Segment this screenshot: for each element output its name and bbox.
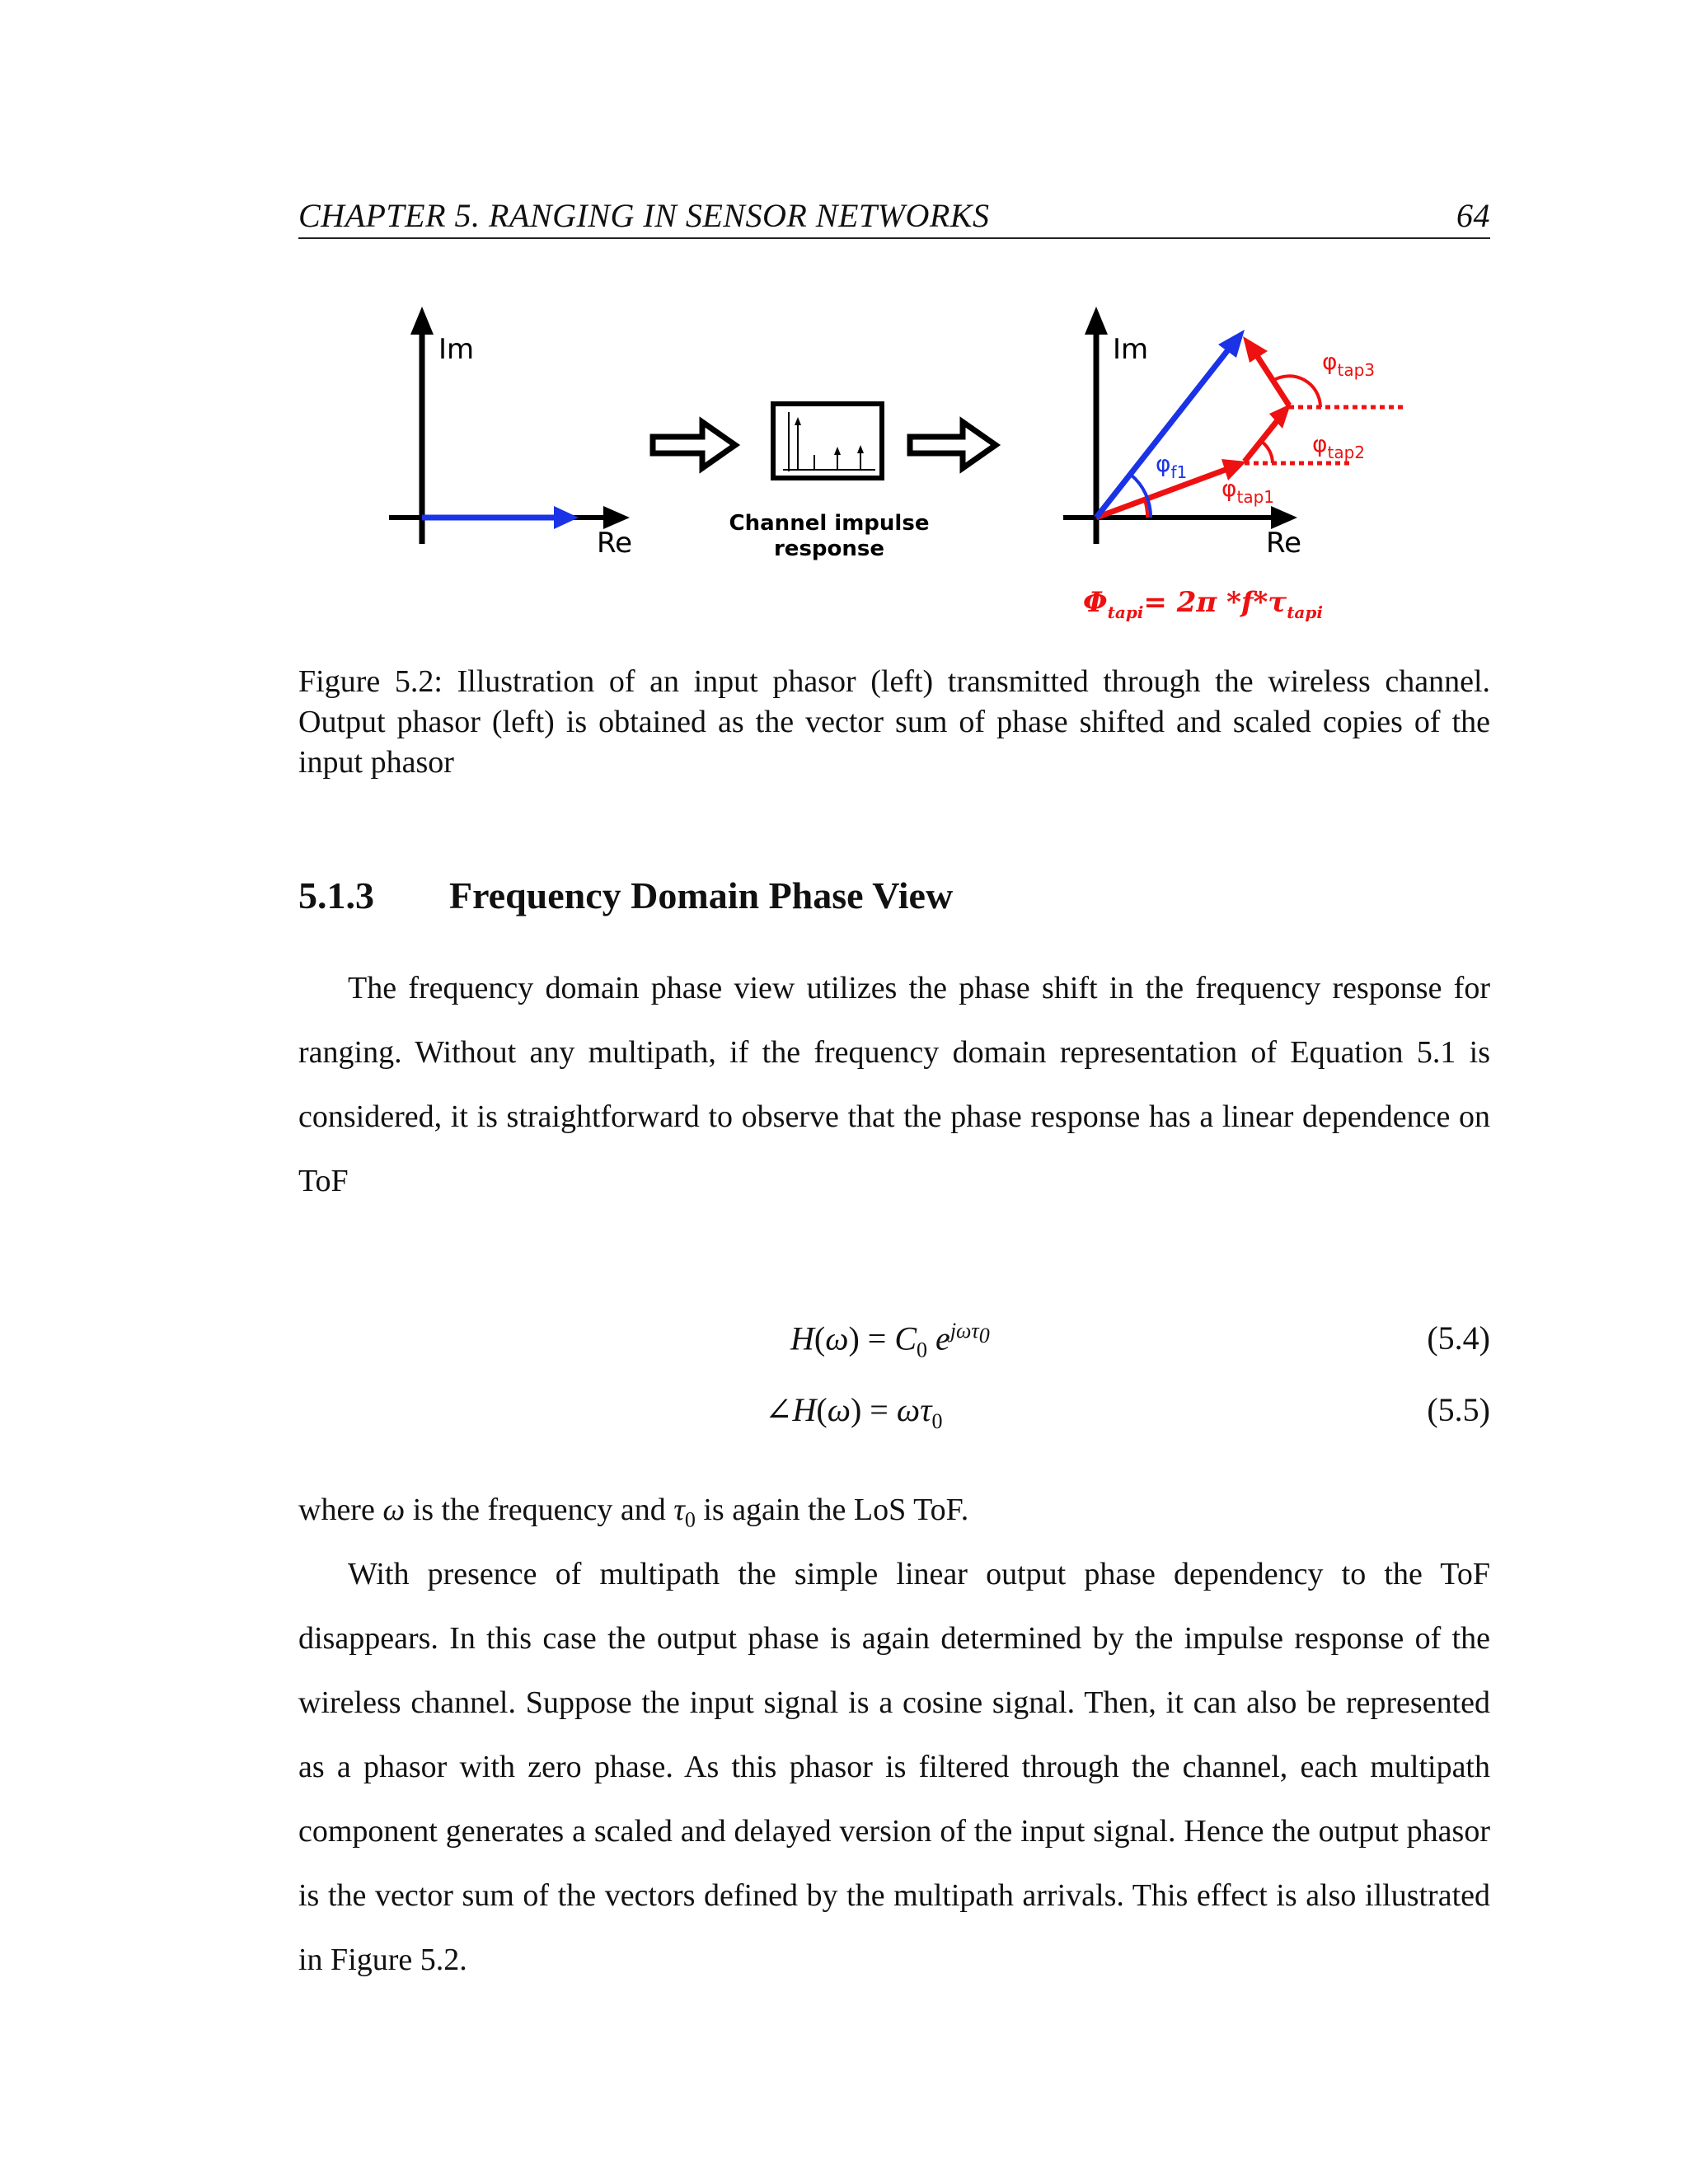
formula-lhs: Φ [1083, 586, 1108, 619]
equation-5-5-number: (5.5) [1427, 1391, 1490, 1428]
left-im-arrowhead [410, 307, 434, 335]
phi-f1-label [1156, 450, 1187, 482]
left-re-arrowhead [603, 506, 630, 529]
running-head [298, 196, 1490, 237]
equation-5-5 [298, 1390, 1490, 1440]
right-re-arrowhead [1271, 506, 1297, 529]
chapter-title: CHAPTER 5. RANGING IN SENSOR NETWORKS [298, 197, 990, 234]
left-re-label: Re [597, 527, 633, 560]
phasor-diagram [373, 297, 1510, 643]
phi-tap2-sub: tap2 [1327, 443, 1366, 462]
channel-label-2: response [773, 537, 885, 561]
p2-text-2: is the frequency and [405, 1493, 674, 1527]
p2-text-3: is again the LoS ToF. [695, 1493, 969, 1527]
equation-5-5-body: ∠H(ω) = $\omega\tau_0$ [765, 1391, 943, 1433]
formula-rhs: = 2π *f*τ [1143, 586, 1287, 619]
right-im-label: Im [1113, 333, 1149, 366]
phi-tap1-sub: tap1 [1236, 487, 1275, 507]
p2-omega: ω [382, 1493, 406, 1527]
equation-5-4-number: (5.4) [1427, 1319, 1490, 1357]
p2-tau: τ [673, 1493, 685, 1527]
flow-arrow-1 [653, 422, 735, 468]
flow-arrow-2 [910, 422, 996, 468]
tap1-angle-arc [1145, 500, 1147, 518]
phi-tap2-symbol: φ [1312, 430, 1328, 457]
paper-page [298, 0, 1490, 2184]
paragraph-1: The frequency domain phase view utilizes the phase shift in the frequency response for ranging. Without any multipath, if the frequency domain representation of Equation 5.1 is considered, it is straightforward to observe that the phase response has a linear dependence on ToF [298, 971, 1490, 1198]
section-number: 5.1.3 [298, 874, 374, 916]
paragraph-2 [298, 1478, 1490, 1553]
equation-5-4-body: $H(\omega) = C_0$ $e^{j\omega\tau_0}$ [790, 1319, 990, 1362]
paragraph-3: With presence of multipath the simple linear output phase dependency to the ToF disappears. In this case the output phase is again determined by the impulse response of the wireless channel. Suppose the input signal is a cosine signal. Then, it can also be represented as a phasor with zero phase. As this phasor is filtered through the channel, each multipath component generates a scaled and delayed version of the input signal. Hence the output phasor is the vector sum of the vectors defined by the multipath arrivals. This effect is also illustrated in Figure 5.2. [298, 1557, 1490, 1977]
left-im-label: Im [438, 333, 475, 366]
left-axes [389, 307, 632, 560]
phi-tap1-label [1221, 475, 1274, 507]
formula-lhs-sub: tapi [1107, 602, 1144, 622]
phi-tap3-symbol: φ [1322, 348, 1338, 375]
phi-tap1-symbol: φ [1221, 475, 1237, 502]
equation-5-4 [298, 1319, 1490, 1368]
right-im-arrowhead [1085, 307, 1108, 335]
phi-f1-sub: f1 [1170, 462, 1188, 482]
p2-tau-sub: 0 [684, 1507, 696, 1532]
right-re-label: Re [1266, 527, 1302, 560]
phi-tap2-label [1312, 430, 1365, 462]
tap2-angle-arc [1262, 442, 1273, 463]
channel-label-1: Channel impulse [729, 511, 930, 536]
channel-impulse-box [729, 404, 930, 561]
phi-f1-symbol: φ [1156, 450, 1171, 477]
figure-5-2 [373, 297, 1510, 643]
page-number: 64 [1456, 197, 1490, 234]
tap3-arrowhead [1243, 336, 1268, 363]
figure-caption: Figure 5.2: Illustration of an input phasor (left) transmitted through the wireless channel. Output phasor (left) is obtained as the vector sum of phase shifted and scaled copies of the input phasor [298, 664, 1490, 780]
section-title: Frequency Domain Phase View [449, 874, 954, 916]
header-rule [298, 237, 1490, 239]
p2-text-1: where [298, 1493, 383, 1527]
formula-rhs-sub: tapi [1287, 602, 1323, 622]
phase-formula [1083, 586, 1323, 622]
input-phasor-arrowhead [554, 506, 579, 529]
phi-tap3-label [1322, 348, 1375, 380]
phi-tap3-sub: tap3 [1337, 360, 1376, 380]
